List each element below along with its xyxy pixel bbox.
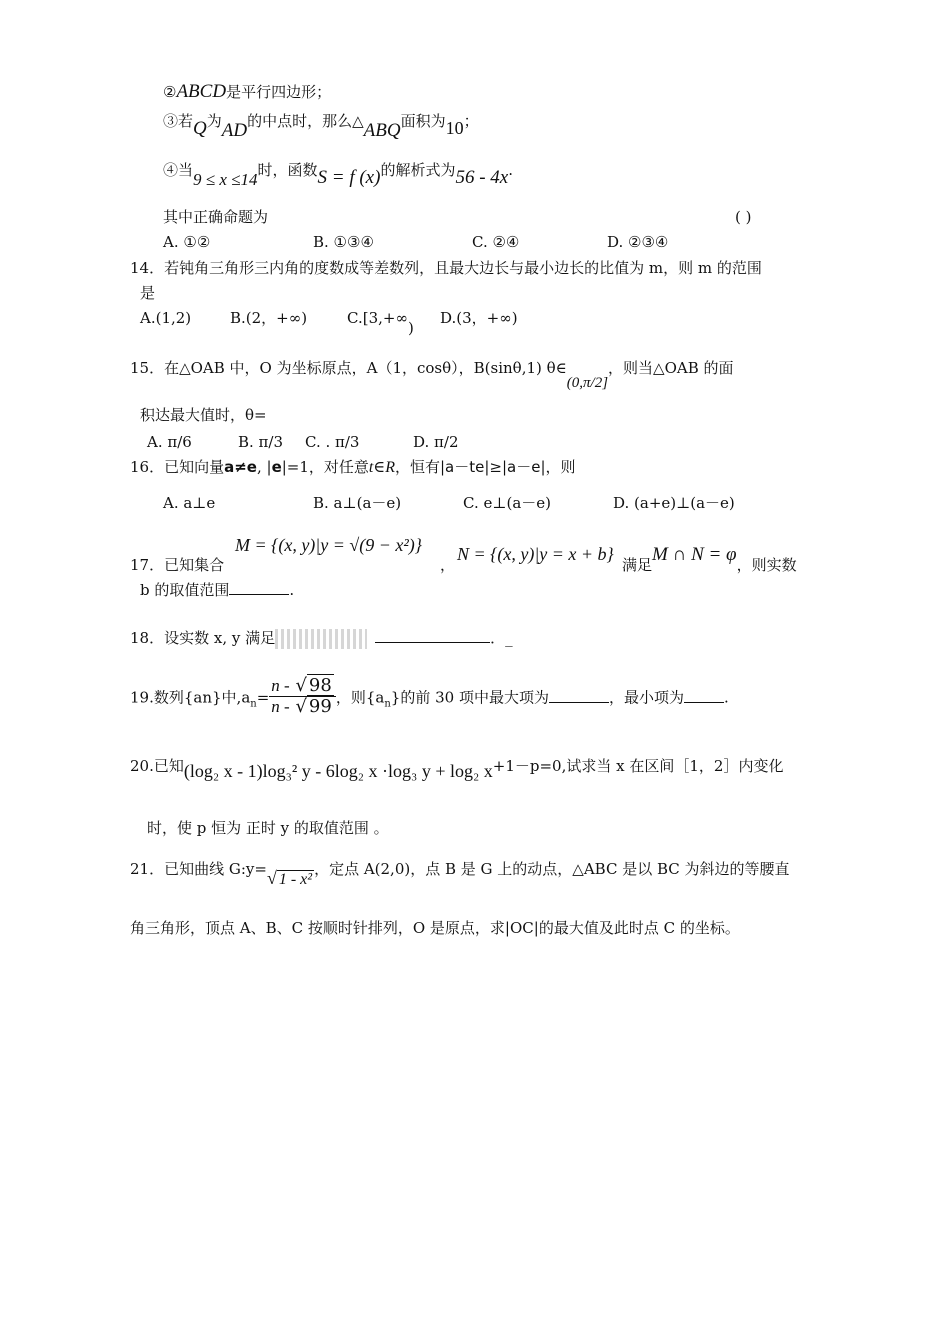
math-intersection: M ∩ N = φ — [652, 544, 737, 565]
q16-option-d[interactable]: D. (a+e)⊥(a－e) — [613, 494, 735, 512]
stem-text: }的前 30 项中最大项为 — [390, 688, 549, 707]
stem-text: ，则实数 — [736, 556, 797, 574]
q20-stem-cont: 时，使 p 恒为 正时 y 的取值范围 。 — [147, 819, 389, 837]
statement-text: 时，函数 — [257, 161, 318, 179]
math-function: S = f (x) — [317, 167, 381, 188]
statement-text: 为 — [206, 112, 222, 130]
stem-text: 18．设实数 x, y 满足 — [130, 629, 276, 647]
math-t: t∈R — [368, 459, 395, 476]
q15-option-a[interactable]: A. π/6 — [147, 433, 192, 451]
option-text: C.[3,+∞ — [347, 309, 408, 327]
prompt-text: 其中正确命题为 — [163, 208, 269, 226]
stem-text: +1－p=0,试求当 x 在区间［1，2］内变化 — [492, 757, 784, 775]
stem-text: 20.已知 — [130, 757, 184, 775]
stem-text: . — [289, 581, 295, 599]
q17-condition — [622, 544, 797, 575]
q17-stem-cont — [140, 580, 294, 600]
stem-text: = — [256, 688, 270, 707]
math-abq: ABQ — [363, 120, 401, 141]
q17-set-m: M = {(x, y)|y = √(9 − x²)} — [235, 535, 422, 555]
q13-option-d[interactable]: D. ②③④ — [607, 233, 669, 251]
q13-option-c[interactable]: C. ②④ — [472, 233, 520, 251]
q17-comma: ， — [440, 556, 456, 574]
q15-stem-cont: 积达最大值时，θ= — [140, 406, 267, 424]
statement-text: 的中点时，那么△ — [247, 112, 364, 130]
stem-text: ．_ — [490, 629, 513, 647]
q19-fraction: $\frac{n - √ 98}{n - √ 99}$ — [269, 676, 336, 717]
stem-text: |≥| — [484, 458, 508, 476]
stem-text: 19.数列{an}中,a — [130, 688, 251, 707]
correct-prompt — [163, 207, 268, 227]
math-abcd: ABCD — [176, 81, 227, 102]
q21-stem — [130, 858, 790, 888]
statement-text: ； — [463, 112, 479, 130]
stem-text: |，则 — [540, 458, 576, 476]
denominator-root: 99 — [308, 696, 332, 717]
math-vector: a≠e — [224, 458, 257, 476]
stem-text: , | — [256, 458, 272, 476]
stem-text: . — [723, 688, 729, 707]
math-expression: (log₂ x - 1)log₃² y - 6log₂ x ·log₃ y + log₂ x — [183, 761, 493, 781]
stem-text: 15．在△OAB 中，O 为坐标原点，A（1，cosθ），B(sinθ,1) θ∈ — [130, 359, 567, 377]
math-ad: AD — [221, 120, 248, 141]
stem-text: 21．已知曲线 G:y= — [130, 860, 267, 878]
q13-option-b[interactable]: B. ①③④ — [313, 233, 374, 251]
q14-stem: 14．若钝角三角形三内角的度数成等差数列，且最大边长与最小边长的比值为 m，则 m 的范围 — [130, 259, 762, 277]
stem-text: 16．已知向量 — [130, 458, 225, 476]
q14-option-b[interactable]: B.(2，+∞) — [230, 309, 308, 327]
subscript: n — [250, 698, 257, 710]
q16-option-a[interactable]: A. a⊥e — [163, 494, 216, 512]
q14-option-c[interactable] — [347, 308, 414, 337]
stem-text: |=1，对任意 — [281, 458, 369, 476]
answer-blank[interactable] — [375, 642, 490, 643]
statement-text: . — [508, 161, 513, 179]
q17-set-n: N = {(x, y)|y = x + b} — [457, 544, 614, 564]
statement-3 — [163, 110, 479, 140]
math-root: √ 1 - x² — [266, 868, 313, 888]
q17-stem-start: 17．已知集合 — [130, 556, 225, 574]
stem-text: ，定点 A(2,0)，点 B 是 G 上的动点，△ABC 是以 BC 为斜边的等腰直 — [314, 860, 790, 878]
q15-option-d[interactable]: D. π/2 — [413, 433, 459, 451]
radicand: 1 - x² — [278, 871, 313, 888]
stem-text: ，则{a — [335, 688, 385, 707]
q14-option-a[interactable]: A.(1,2) — [140, 309, 192, 327]
math-q: Q — [193, 118, 207, 139]
q20-stem — [130, 755, 783, 785]
answer-blank-max[interactable] — [549, 702, 609, 703]
answer-blank-min[interactable] — [684, 702, 724, 703]
statement-text: 是平行四边形； — [226, 83, 332, 101]
math-vector: a－e — [507, 458, 541, 476]
statement-2 — [163, 82, 331, 102]
q16-stem — [130, 457, 576, 478]
numerator-root: 98 — [308, 675, 332, 696]
blurred-constraint-image — [275, 629, 367, 649]
answer-paren: ( ) — [735, 208, 752, 226]
statement-4 — [163, 160, 513, 190]
statement-text: 面积为 — [400, 112, 446, 130]
statement-number: ③若 — [163, 112, 194, 130]
math-expression: 56 - 4x — [455, 167, 509, 188]
q14-stem-cont: 是 — [140, 284, 156, 302]
q19-stem — [130, 675, 729, 728]
stem-text: 满足 — [622, 556, 653, 574]
stem-text: b 的取值范围 — [140, 581, 230, 599]
statement-text: 的解析式为 — [380, 161, 456, 179]
q13-option-a[interactable]: A. ①② — [163, 233, 211, 251]
math-vector: a－te — [445, 458, 485, 476]
q18-stem — [130, 628, 513, 649]
math-vector: e — [271, 458, 282, 476]
statement-number: ④当 — [163, 161, 194, 179]
q15-option-c[interactable]: C. . π/3 — [305, 433, 360, 451]
statement-number: ② — [163, 83, 177, 101]
numerator-n: n - — [271, 676, 290, 695]
q16-option-b[interactable]: B. a⊥(a－e) — [313, 494, 402, 512]
math-interval: (0,π/2] — [566, 375, 609, 391]
stem-text: ，则当△OAB 的面 — [608, 359, 734, 377]
q14-option-d[interactable]: D.(3，+∞) — [440, 309, 518, 327]
denominator-n: n - — [271, 697, 290, 716]
q16-option-c[interactable]: C. e⊥(a－e) — [463, 494, 551, 512]
stem-text: ，最小项为 — [608, 688, 684, 707]
answer-blank[interactable] — [229, 594, 289, 595]
option-text: ) — [407, 319, 414, 337]
q15-option-b[interactable]: B. π/3 — [238, 433, 284, 451]
q21-stem-cont: 角三角形，顶点 A、B、C 按顺时针排列，O 是原点，求|OC|的最大值及此时点 C 的坐标。 — [130, 919, 740, 937]
math-condition: 9 ≤ x ≤14 — [193, 170, 258, 189]
subscript: n — [384, 698, 391, 710]
stem-text: ，恒有| — [394, 458, 446, 476]
math-10: 10 — [445, 118, 464, 138]
q15-stem — [130, 358, 734, 391]
